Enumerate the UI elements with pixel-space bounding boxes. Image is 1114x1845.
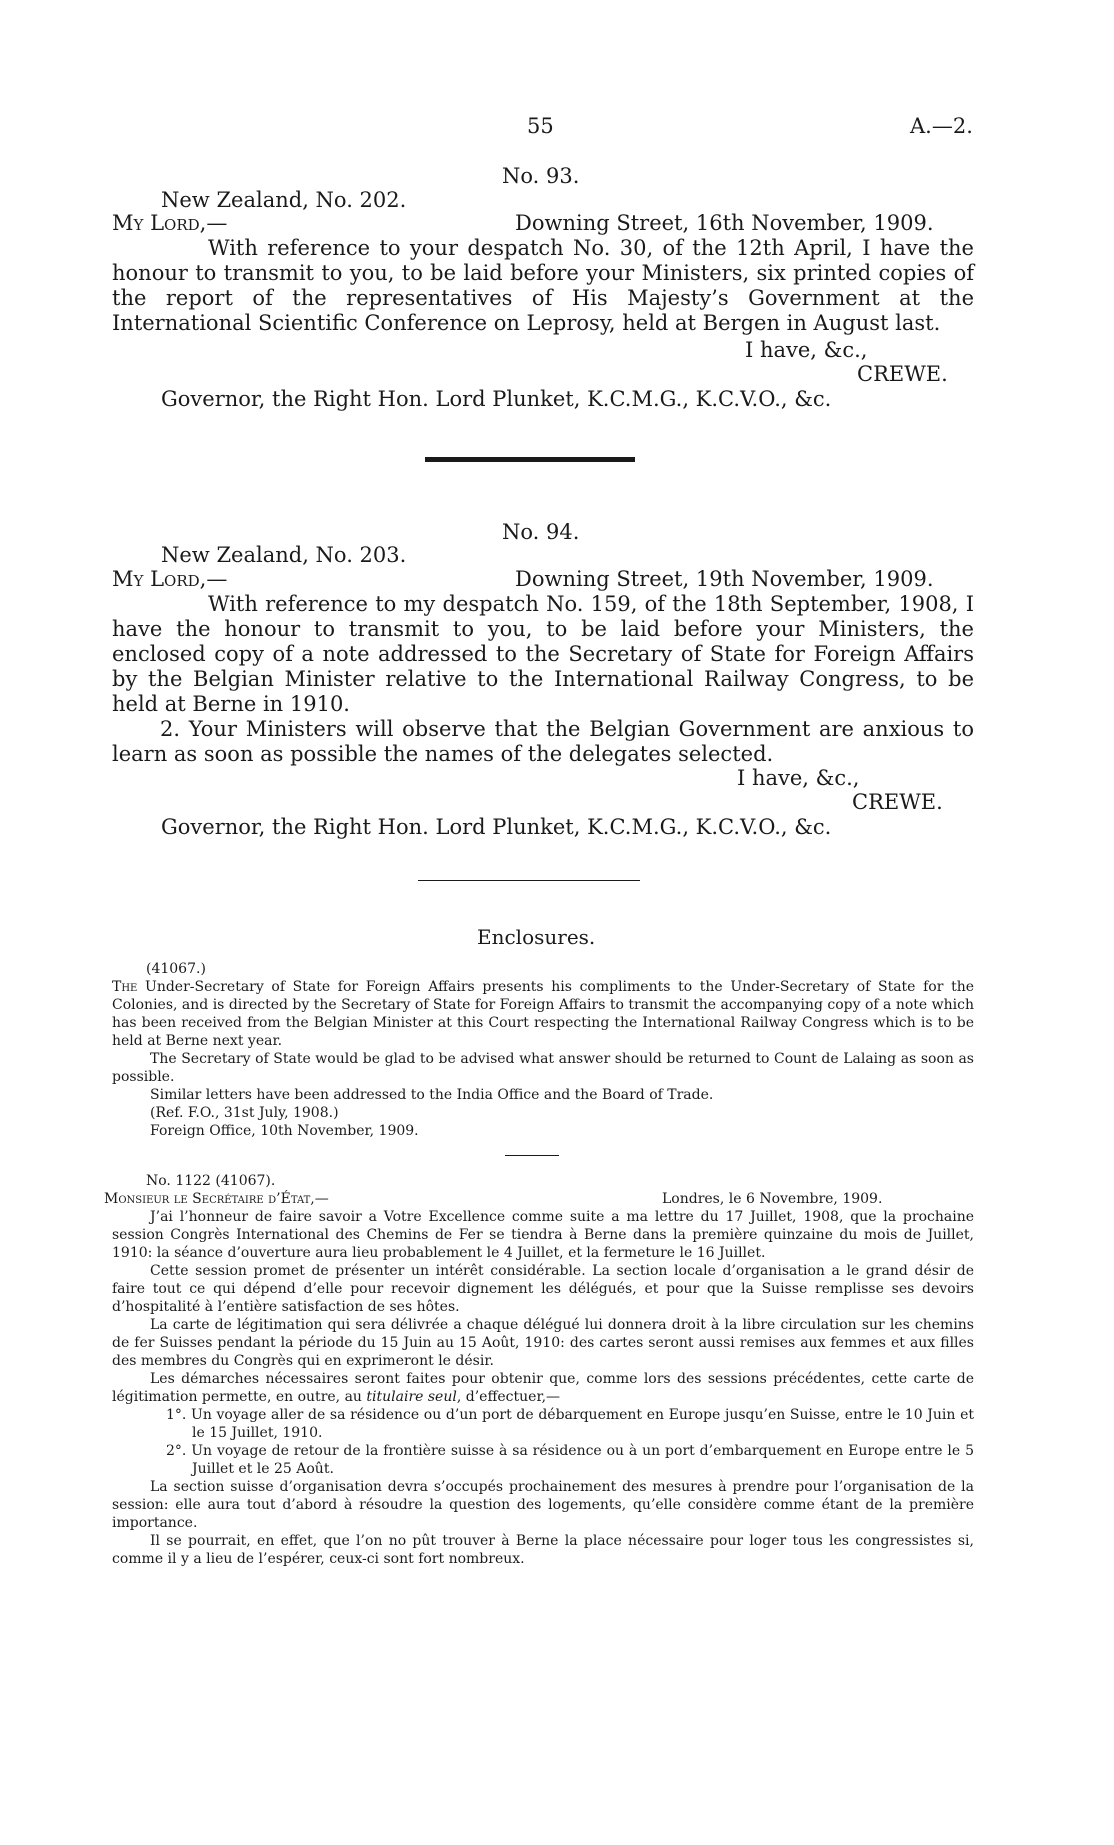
letter-93-paragraph: With reference to your despatch No. 30, of the 12th April, I have the honour to transmit to you, to be laid before your Ministers, six printed copies of the report of the representatives of His Majesty’s Government at the International Scientific Conference on Leprosy, held at Bergen in August last. (112, 236, 974, 335)
note-number: No. 1122 (41067). (146, 1173, 276, 1189)
note-salutation: Monsieur le Secrétaire d’État,— (104, 1191, 329, 1207)
letter-93-closing: I have, &c., (745, 338, 868, 362)
letter-94-addressee: Governor, the Right Hon. Lord Plunket, K.C.M.G., K.C.V.O., &c. (161, 815, 832, 839)
letter-93-nz-number: New Zealand, No. 202. (161, 188, 407, 212)
note-list-item-1: 1°. Un voyage aller de sa résidence ou d’un port de débarquement en Europe jusqu’en Suisse, entre le 10 Juin et le 15 Juillet, 1910. (166, 1407, 974, 1441)
note-paragraph-3: La carte de légitimation qui sera délivrée a chaque délégué lui donnera droit à la libre circulation sur les chemins de fer Suisses pendant la période du 15 Juin au 15 Août, 1910: des cartes seront aussi remises aux femmes et aux filles des membres du Congrès qui en exprimeront le désir. (112, 1317, 974, 1369)
letter-94-salutation: My Lord,— (112, 567, 228, 591)
note-paragraph-2: Cette session promet de présenter un intérêt considérable. La section locale d’organisation a le grand désir de faire tout ce qui dépend d’elle pour recevoir dignement les délégués, et pour que la Suisse remplisse ses devoirs d’hospitalité à l’entière satisfaction de ses hôtes. (112, 1263, 974, 1315)
letter-94-paragraph-1: With reference to my despatch No. 159, of the 18th September, 1908, I have the honour to transmit to you, to be laid before your Ministers, the enclosed copy of a note addressed to the Secretary of State for Foreign Affairs by the Belgian Minister relative to the International Railway Congress, to be held at Berne in 1910. (112, 592, 974, 716)
letter-94-closing: I have, &c., (737, 766, 860, 790)
letter-94-signature: CREWE. (852, 790, 943, 814)
document-reference: A.—2. (910, 114, 973, 138)
note-paragraph-4-end: , d’effectuer,— (456, 1389, 561, 1405)
memo-paragraph-1 (112, 978, 974, 1050)
note-paragraph-4-emphasis: titulaire seul (366, 1389, 457, 1405)
memo-paragraph-2: The Secretary of State would be glad to be advised what answer should be returned to Count de Lalaing as soon as possible. (112, 1051, 974, 1085)
memo-lead-word: The (112, 979, 138, 995)
letter-94-body (112, 592, 974, 767)
letter-93-salutation: My Lord,— (112, 211, 228, 235)
enclosure-divider (505, 1155, 559, 1156)
letter-93-place-date: Downing Street, 16th November, 1909. (515, 211, 934, 235)
letter-93-number: No. 93. (502, 164, 580, 188)
letter-94-number: No. 94. (502, 520, 580, 544)
note-paragraph-6: Il se pourrait, en effet, que l’on no pût trouver à Berne la place nécessaire pour loger tous les congressistes si, comme il y a lieu de l’espérer, ceux-ci sont fort nombreux. (112, 1533, 974, 1567)
letter-94-place-date: Downing Street, 19th November, 1909. (515, 567, 934, 591)
note-list-item-2: 2°. Un voyage de retour de la frontière suisse à sa résidence ou à un port d’embarquement en Europe entre le 5 Juillet et le 25 Août. (166, 1443, 974, 1477)
letter-93-addressee: Governor, the Right Hon. Lord Plunket, K.C.M.G., K.C.V.O., &c. (161, 387, 832, 411)
memo-paragraph-3: Similar letters have been addressed to the India Office and the Board of Trade. (150, 1087, 714, 1103)
note-paragraph-1: J’ai l’honneur de faire savoir a Votre Excellence comme suite a ma lettre du 17 Juillet, 1908, que la prochaine session Congrès International des Chemins de Fer se tiendra à Berne dans la première quinzaine du mois de Juillet, 1910: la séance d’ouverture aura lieu probablement le 4 Juillet, et la fermeture le 16 Juillet. (112, 1209, 974, 1261)
memo-paragraph-1-text: Under-Secretary of State for Foreign Affairs presents his compliments to the Under-Secretary of State for the Colonies, and is directed by the Secretary of State for Foreign Affairs to transmit the accompanying copy of a note which has been received from the Belgian Minister at this Court respecting the International Railway Congress which is to be held at Berne next year. (112, 979, 974, 1049)
memo-signoff: Foreign Office, 10th November, 1909. (150, 1123, 419, 1139)
enclosure-memo-body (112, 978, 974, 1140)
section-divider-thin (418, 880, 640, 881)
note-paragraph-4 (112, 1370, 974, 1406)
note-paragraph-5: La section suisse d’organisation devra s’occupés prochainement des mesures à prendre pour l’organisation de la session: elle aura tout d’abord à résoudre la question des logements, qu’elle considère comme étant de la première importance. (112, 1479, 974, 1531)
enclosures-heading: Enclosures. (477, 925, 596, 949)
letter-93-signature: CREWE. (857, 362, 948, 386)
note-body (112, 1208, 974, 1568)
section-divider-thick (425, 457, 635, 462)
note-place-date: Londres, le 6 Novembre, 1909. (662, 1191, 883, 1207)
enclosure-memo-reference: (41067.) (146, 961, 206, 977)
letter-93-body (112, 236, 974, 336)
page-number: 55 (527, 114, 554, 138)
memo-reference-line: (Ref. F.O., 31st July, 1908.) (150, 1105, 339, 1121)
note-paragraph-4-text: Les démarches nécessaires seront faites pour obtenir que, comme lors des sessions précédentes, cette carte de légitimation permette, en outre, au (112, 1371, 974, 1405)
letter-94-paragraph-2: 2. Your Ministers will observe that the Belgian Government are anxious to learn as soon as possible the names of the delegates selected. (112, 717, 974, 766)
letter-94-nz-number: New Zealand, No. 203. (161, 543, 407, 567)
